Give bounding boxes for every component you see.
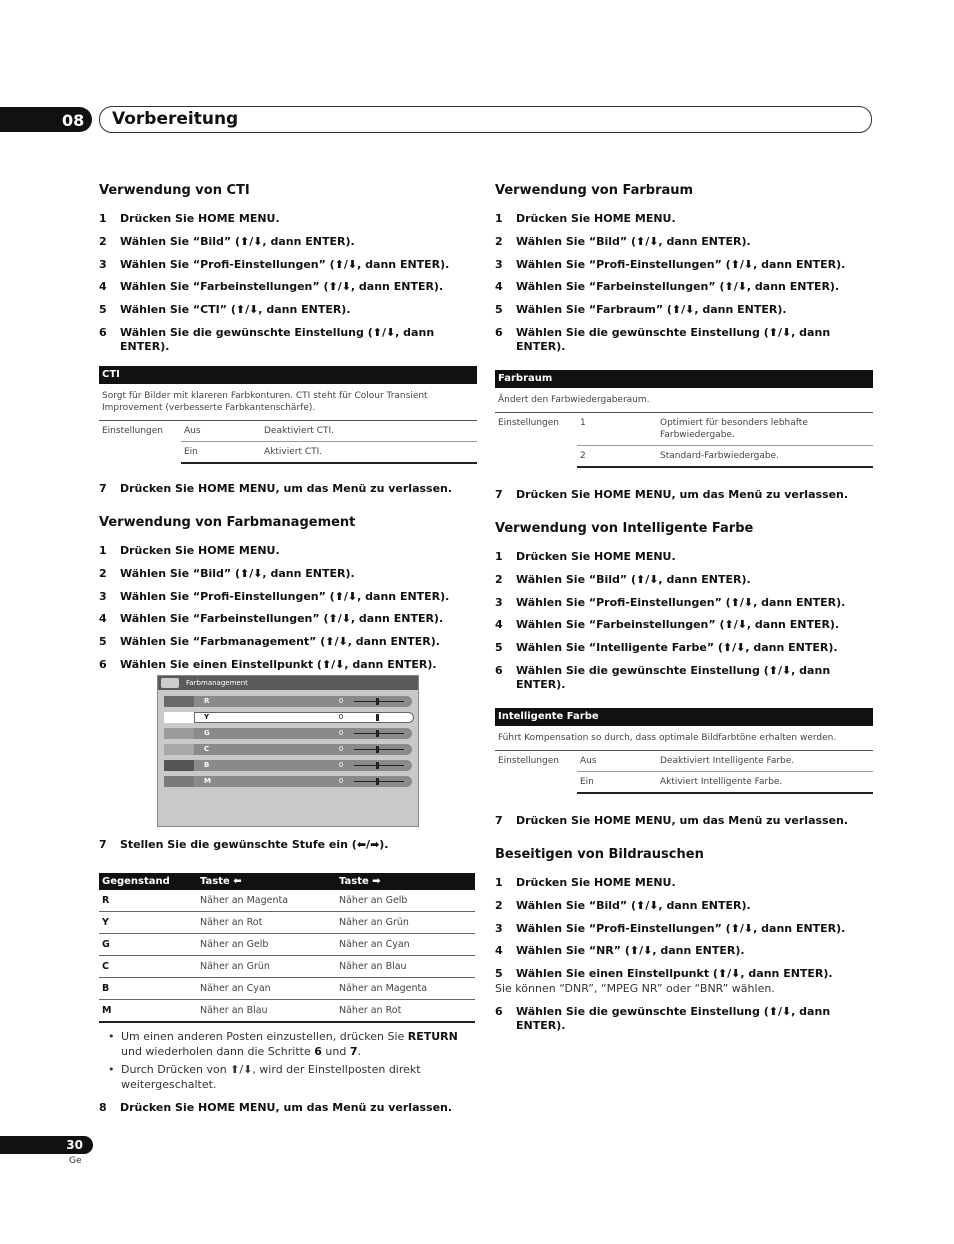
osd-row-value: 0	[338, 697, 344, 705]
page-number: 30	[66, 1138, 83, 1152]
cell: Näher an Magenta	[197, 890, 336, 912]
nr-note: Sie können “DNR”, “MPEG NR” oder “BNR” wählen.	[495, 981, 775, 995]
step-text: Wählen Sie “NR” (⬆/⬇, dann ENTER).	[516, 944, 745, 958]
step-text: Wählen Sie “Bild” (⬆/⬇, dann ENTER).	[516, 898, 751, 912]
table-description: Sorgt für Bilder mit klareren Farbkonturen. CTI steht für Colour Transient Improvement (verbesserte Farbkantenschärfe).	[99, 384, 477, 421]
step-item	[495, 326, 873, 354]
note-text: und wiederholen dann die Schritte	[121, 1045, 315, 1058]
cell: Näher an Rot	[336, 1000, 475, 1023]
step-number: 6	[495, 1004, 503, 1018]
step-text: Stellen Sie die gewünschte Stufe ein (⬅/➡).	[120, 838, 389, 851]
step-text: Wählen Sie “Intelligente Farbe” (⬆/⬇, dann ENTER).	[516, 641, 838, 655]
step-number: 1	[99, 212, 107, 225]
cell: Näher an Magenta	[336, 978, 475, 1000]
cell: R	[99, 890, 197, 912]
section-heading-farbmanagement: Verwendung von Farbmanagement	[99, 514, 356, 530]
step-number: 8	[99, 1101, 107, 1114]
osd-row-m	[164, 776, 412, 787]
step-text: Wählen Sie “Farbeinstellungen” (⬆/⬇, dann ENTER).	[516, 280, 840, 294]
step-number: 4	[495, 944, 503, 958]
table-description: Führt Kompensation so durch, dass optimale Bildfarbtöne erhalten werden.	[495, 726, 873, 751]
step-item	[99, 235, 477, 249]
step-number: 6	[495, 325, 503, 339]
step-item	[495, 1005, 873, 1033]
step-item	[99, 258, 477, 272]
step-text: Wählen Sie “Bild” (⬆/⬇, dann ENTER).	[516, 234, 751, 248]
step-text: Drücken Sie HOME MENU.	[120, 543, 280, 557]
step-number: 4	[99, 612, 107, 626]
step-number: 5	[495, 303, 503, 317]
col-header: Taste ⬅	[197, 873, 336, 890]
step-item	[99, 212, 477, 226]
osd-row-label: Y	[204, 713, 210, 721]
step-item	[495, 488, 873, 502]
step-number: 4	[99, 280, 107, 294]
step-text: Wählen Sie einen Einstellpunkt (⬆/⬇, dann ENTER).	[120, 657, 437, 671]
step-item	[99, 303, 477, 317]
option-name: Ein	[577, 771, 657, 793]
step-text: Wählen Sie die gewünschte Einstellung (⬆/⬇, dann ENTER).	[516, 663, 831, 691]
step-item	[495, 235, 873, 249]
step-text: Drücken Sie HOME MENU.	[516, 549, 676, 563]
step-number: 3	[99, 589, 107, 603]
osd-title: Farbmanagement	[186, 679, 248, 687]
osd-row-label: B	[204, 761, 210, 769]
farbmanagement-notes	[99, 1029, 477, 1095]
cell: Näher an Grün	[197, 956, 336, 978]
step-text: Wählen Sie “Farbmanagement” (⬆/⬇, dann ENTER).	[120, 635, 440, 649]
step-text: Wählen Sie die gewünschte Einstellung (⬆/⬇, dann ENTER).	[516, 325, 831, 353]
step-item	[495, 280, 873, 294]
step-number: 5	[99, 635, 107, 649]
step-number: 2	[99, 234, 107, 248]
note-key: 6	[314, 1045, 322, 1058]
cell: Näher an Grün	[336, 912, 475, 934]
step-number: 5	[495, 967, 503, 981]
note-text: und	[321, 1045, 350, 1058]
option-desc: Deaktiviert CTI.	[261, 420, 477, 441]
cell: Näher an Cyan	[336, 934, 475, 956]
step-item	[99, 326, 477, 354]
step-item	[99, 612, 477, 626]
step-number: 6	[99, 657, 107, 671]
table-row	[99, 1000, 475, 1023]
step-item	[495, 303, 873, 317]
step-item	[495, 596, 873, 610]
step-text: Wählen Sie “Bild” (⬆/⬇, dann ENTER).	[516, 572, 751, 586]
osd-row-value: 0	[338, 777, 344, 785]
section-heading-cti: Verwendung von CTI	[99, 183, 250, 198]
option-name: 1	[577, 412, 657, 445]
cti-settings-table	[99, 366, 477, 464]
farbraum-settings-table	[495, 370, 873, 468]
cti-steps	[99, 212, 477, 354]
step-number: 1	[99, 543, 107, 557]
option-desc: Aktiviert Intelligente Farbe.	[657, 771, 873, 793]
step-number: 3	[495, 921, 503, 935]
step-item	[99, 482, 477, 496]
option-name: 2	[577, 445, 657, 467]
step-text: Wählen Sie “Bild” (⬆/⬇, dann ENTER).	[120, 566, 355, 580]
col-header: Gegenstand	[99, 873, 197, 890]
cell: Näher an Gelb	[197, 934, 336, 956]
right-column	[495, 183, 873, 1042]
step-item	[99, 658, 477, 672]
table-title: Farbraum	[495, 370, 873, 388]
step-text: Drücken Sie HOME MENU, um das Menü zu verlassen.	[516, 813, 849, 827]
step-number: 2	[99, 566, 107, 580]
step-text: Wählen Sie “CTI” (⬆/⬇, dann ENTER).	[120, 303, 351, 317]
table-row	[99, 934, 475, 956]
intelligente-steps	[495, 550, 873, 692]
step-item	[495, 212, 873, 226]
cell: Näher an Rot	[197, 912, 336, 934]
left-column	[99, 183, 477, 1114]
osd-row-y	[164, 712, 412, 723]
step-item	[495, 944, 873, 958]
step-item	[495, 618, 873, 632]
osd-row-b	[164, 760, 412, 771]
farbmanagement-osd-screenshot	[157, 675, 419, 827]
osd-row-label: R	[204, 697, 210, 705]
osd-row-r	[164, 696, 412, 707]
step-text: Drücken Sie HOME MENU, um das Menü zu verlassen.	[120, 481, 453, 495]
cell: B	[99, 978, 197, 1000]
step-number: 5	[99, 303, 107, 317]
step-text: Wählen Sie einen Einstellpunkt (⬆/⬇, dann ENTER).	[516, 967, 833, 981]
step-text: Wählen Sie die gewünschte Einstellung (⬆/⬇, dann ENTER).	[516, 1004, 831, 1032]
farbraum-steps	[495, 212, 873, 354]
step-item	[495, 664, 873, 692]
step-item	[495, 573, 873, 587]
table-row	[99, 956, 475, 978]
step-number: 4	[495, 618, 503, 632]
step-item	[495, 550, 873, 564]
step-item	[99, 280, 477, 294]
language-code: Ge	[69, 1156, 82, 1166]
step-text: Wählen Sie “Profi-Einstellungen” (⬆/⬇, dann ENTER).	[120, 257, 450, 271]
step-number: 7	[495, 487, 503, 501]
step-text: Wählen Sie “Profi-Einstellungen” (⬆/⬇, dann ENTER).	[516, 257, 846, 271]
step-text: Wählen Sie “Profi-Einstellungen” (⬆/⬇, dann ENTER).	[516, 921, 846, 935]
note-text: Um einen anderen Posten einzustellen, drücken Sie	[121, 1030, 408, 1043]
step-number: 3	[495, 257, 503, 271]
step-text: Drücken Sie HOME MENU.	[120, 212, 280, 225]
step-number: 3	[99, 257, 107, 271]
osd-row-value: 0	[338, 713, 344, 721]
bullet-note: • Durch Drücken von ⬆/⬇, wird der Einstellposten direkt weitergeschaltet.	[99, 1062, 477, 1092]
cell: Näher an Gelb	[336, 890, 475, 912]
step-number: 1	[495, 875, 503, 889]
chapter-title: Vorbereitung	[112, 109, 239, 129]
cell: Näher an Blau	[197, 1000, 336, 1023]
col-header: Taste ➡	[336, 873, 475, 890]
step-item	[99, 544, 477, 558]
step-text: Wählen Sie “Bild” (⬆/⬇, dann ENTER).	[120, 234, 355, 248]
step-item	[99, 1101, 477, 1115]
step-text: Drücken Sie HOME MENU.	[516, 212, 676, 225]
step-item	[495, 258, 873, 272]
table-row	[99, 978, 475, 1000]
osd-row-value: 0	[338, 761, 344, 769]
osd-row-g	[164, 728, 412, 739]
osd-row-value: 0	[338, 745, 344, 753]
settings-label: Einstellungen	[102, 425, 164, 436]
step-text: Wählen Sie “Farbeinstellungen” (⬆/⬇, dann ENTER).	[516, 618, 840, 632]
settings-label: Einstellungen	[498, 755, 560, 766]
section-heading-intelligente-farbe: Verwendung von Intelligente Farbe	[495, 520, 754, 536]
step-number: 2	[495, 234, 503, 248]
section-heading-bildrauschen: Beseitigen von Bildrauschen	[495, 846, 704, 862]
step-text: Wählen Sie “Farbeinstellungen” (⬆/⬇, dann ENTER).	[120, 280, 444, 294]
osd-row-label: M	[204, 777, 211, 785]
cell: Näher an Cyan	[197, 978, 336, 1000]
tv-menu-icon	[161, 678, 179, 688]
option-name: Aus	[577, 750, 657, 771]
farbmanagement-steps	[99, 544, 477, 672]
osd-row-label: C	[204, 745, 210, 753]
step-number: 1	[495, 212, 503, 225]
table-row	[99, 912, 475, 934]
bullet-note	[99, 1029, 477, 1059]
step-item	[99, 590, 477, 604]
step-number: 5	[495, 641, 503, 655]
section-heading-farbraum: Verwendung von Farbraum	[495, 183, 694, 198]
step-text: Drücken Sie HOME MENU, um das Menü zu verlassen.	[516, 487, 849, 501]
table-row	[99, 890, 475, 912]
table-title: CTI	[99, 366, 477, 384]
note-key: RETURN	[407, 1030, 458, 1043]
step-item	[99, 567, 477, 581]
step-text: Wählen Sie “Farbraum” (⬆/⬇, dann ENTER).	[516, 303, 787, 317]
option-desc: Aktiviert CTI.	[261, 441, 477, 463]
step-number: 1	[495, 549, 503, 563]
option-name: Aus	[181, 420, 261, 441]
step-number: 7	[495, 813, 503, 827]
step-item	[99, 635, 477, 649]
settings-label: Einstellungen	[498, 417, 560, 428]
note-key: 7	[349, 1045, 358, 1058]
step-item	[495, 876, 873, 890]
cell: Näher an Blau	[336, 956, 475, 978]
osd-row-value: 0	[338, 729, 344, 737]
step-item	[495, 641, 873, 655]
step-text: Wählen Sie “Farbeinstellungen” (⬆/⬇, dann ENTER).	[120, 612, 444, 626]
color-adjustment-table	[99, 873, 475, 1023]
step-number: 4	[495, 280, 503, 294]
page-number-tab	[0, 1136, 93, 1154]
intelligente-farbe-settings-table	[495, 708, 873, 794]
step-item	[495, 967, 873, 981]
step-text: Wählen Sie die gewünschte Einstellung (⬆/⬇, dann ENTER).	[120, 325, 435, 353]
step-number: 6	[99, 325, 107, 339]
step-text: Wählen Sie “Profi-Einstellungen” (⬆/⬇, dann ENTER).	[516, 595, 846, 609]
step-text: Drücken Sie HOME MENU.	[516, 875, 676, 889]
step-item	[495, 814, 873, 828]
step-item	[495, 922, 873, 936]
step-number: 7	[99, 481, 107, 495]
step-number: 6	[495, 663, 503, 677]
osd-header	[158, 676, 418, 690]
option-desc: Deaktiviert Intelligente Farbe.	[657, 750, 873, 771]
cell: M	[99, 1000, 197, 1023]
chapter-number: 08	[62, 111, 85, 130]
step-number: 2	[495, 572, 503, 586]
cell: C	[99, 956, 197, 978]
option-desc: Standard-Farbwiedergabe.	[657, 445, 873, 467]
cell: G	[99, 934, 197, 956]
step-number: 3	[495, 595, 503, 609]
note-text: .	[357, 1045, 361, 1058]
step-item	[495, 899, 873, 913]
step-number: 7	[99, 838, 107, 851]
table-title: Intelligente Farbe	[495, 708, 873, 726]
cell: Y	[99, 912, 197, 934]
option-desc: Optimiert für besonders lebhafte Farbwiedergabe.	[657, 412, 873, 445]
rauschen-steps	[495, 876, 873, 981]
osd-row-label: G	[204, 729, 210, 737]
step-text: Drücken Sie HOME MENU, um das Menü zu verlassen.	[120, 1101, 453, 1114]
option-name: Ein	[181, 441, 261, 463]
step-number: 2	[495, 898, 503, 912]
step-text: Wählen Sie “Profi-Einstellungen” (⬆/⬇, dann ENTER).	[120, 589, 450, 603]
table-description: Ändert den Farbwiedergaberaum.	[495, 388, 873, 413]
step-item	[99, 838, 477, 852]
osd-row-c	[164, 744, 412, 755]
